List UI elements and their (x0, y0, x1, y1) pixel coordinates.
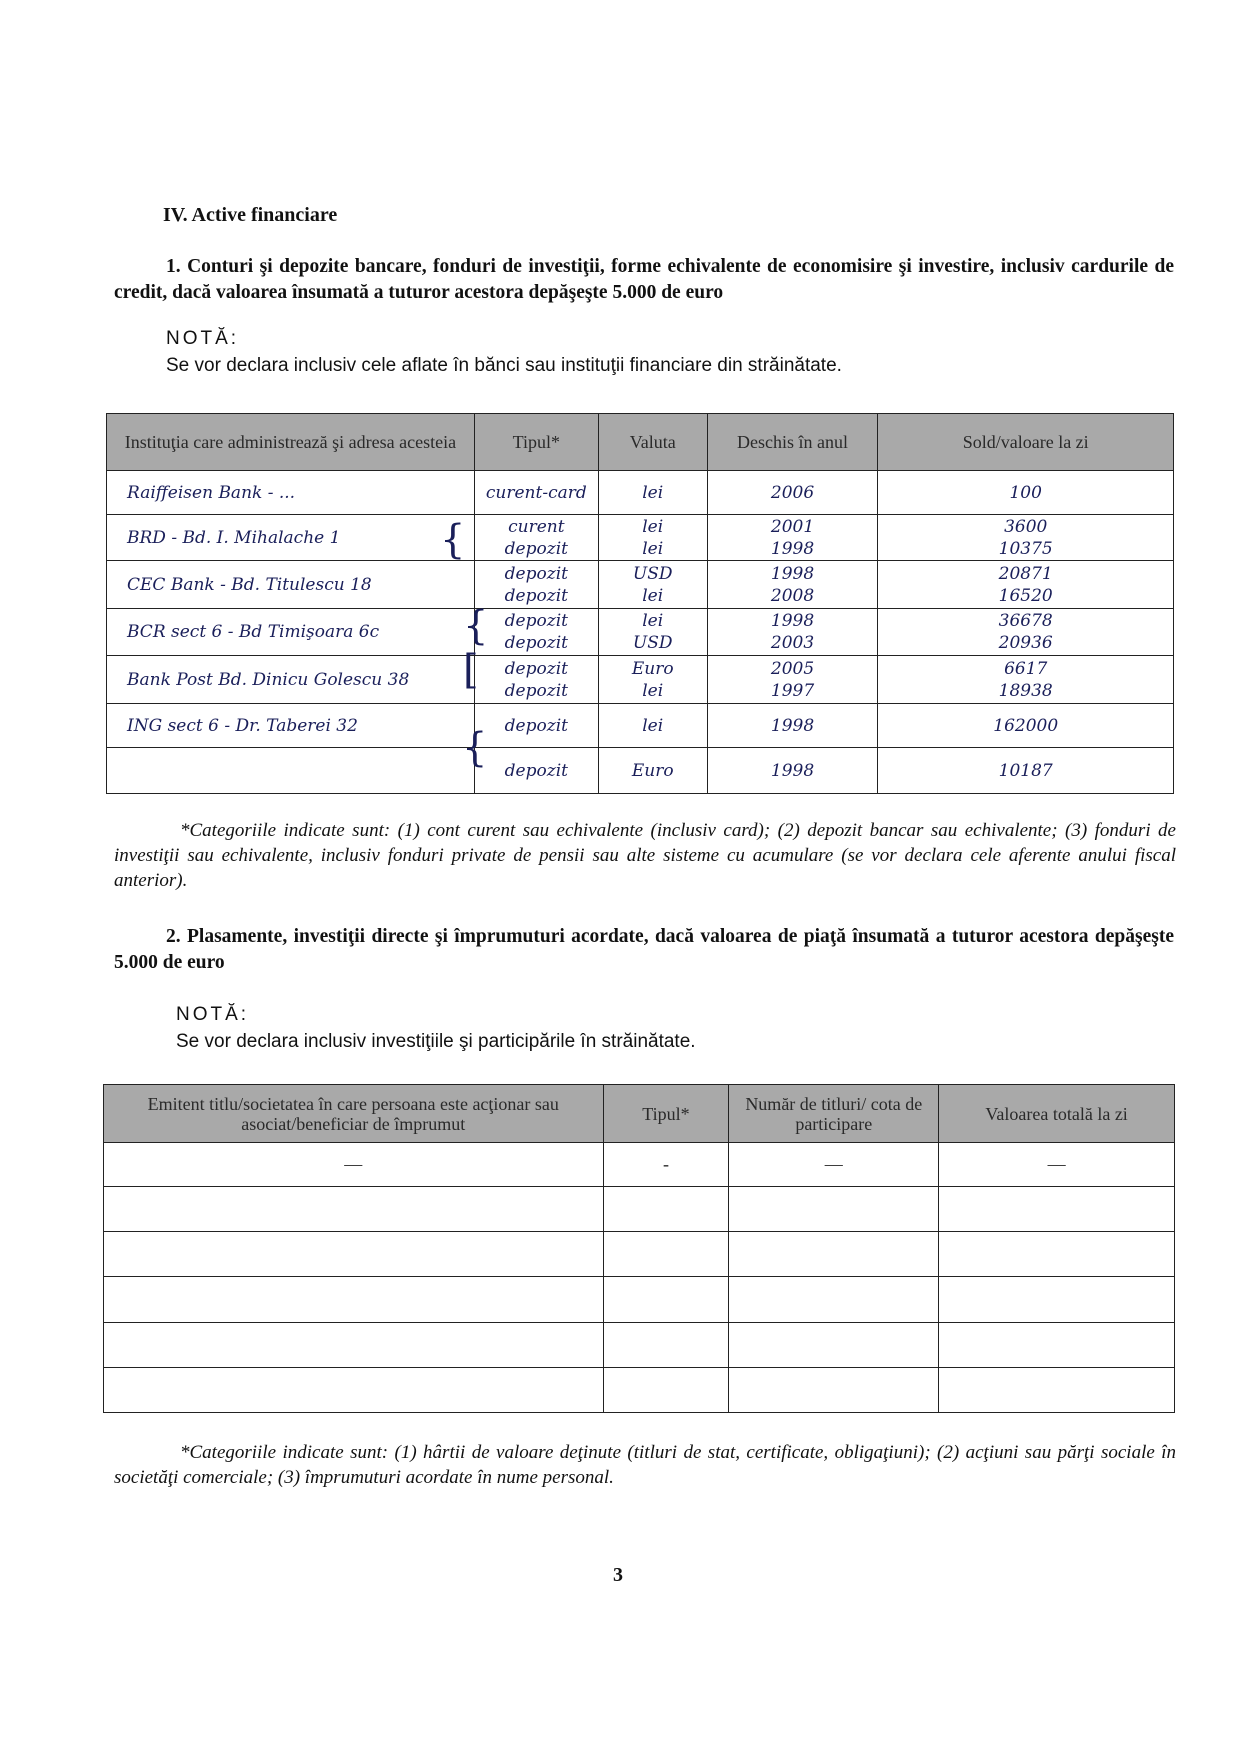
column-header: Valoarea totală la zi (939, 1085, 1175, 1143)
currency-cell: lei USD (598, 609, 707, 656)
currency-cell: lei (598, 704, 707, 748)
section-title: IV. Active financiare (163, 204, 338, 226)
shares-cell: — (729, 1143, 939, 1187)
handwritten-brace: [ (463, 647, 479, 693)
currency-cell: lei lei (598, 515, 707, 561)
value-cell (939, 1277, 1175, 1323)
value-cell (939, 1187, 1175, 1232)
type-cell: - (603, 1143, 729, 1187)
table-row (107, 748, 1174, 794)
section2-heading: 2. Plasamente, investiţii directe şi împrumuturi acordate, dacă valoarea de piaţă însumată a tuturor acestora depăşeşte 5.000 de euro (114, 926, 1174, 973)
table-header-row (107, 414, 1174, 471)
type-cell (603, 1277, 729, 1323)
balance-cell: 36678 20936 (878, 609, 1174, 656)
value-cell (939, 1323, 1175, 1368)
shares-cell (729, 1323, 939, 1368)
year-cell: 1998 2003 (707, 609, 878, 656)
table-row (104, 1277, 1175, 1323)
section1-nota-text: Se vor declara inclusiv cele aflate în bănci sau instituţii financiare din străinătate. (166, 355, 842, 376)
shares-cell (729, 1187, 939, 1232)
column-header: Valuta (598, 414, 707, 471)
institution-cell: BRD - Bd. I. Mihalache 1 (107, 515, 475, 561)
section2-nota-label: NOTĂ: (176, 1004, 250, 1025)
type-cell (603, 1323, 729, 1368)
table-row (107, 656, 1174, 704)
section1-heading: 1. Conturi şi depozite bancare, fonduri de investiţii, forme echivalente de economisire şi investire, inclusiv cardurile de credit, dacă valoarea însumată a tuturor acestora depăşeşte 5.000 de euro (114, 256, 1174, 303)
section1-nota-label: NOTĂ: (166, 328, 240, 349)
table-row (107, 515, 1174, 561)
shares-cell (729, 1277, 939, 1323)
year-cell: 1998 2008 (707, 561, 878, 609)
balance-cell: 100 (878, 471, 1174, 515)
section2-nota-text: Se vor declara inclusiv investiţiile şi participările în străinătate. (176, 1031, 696, 1052)
shares-cell (729, 1368, 939, 1413)
column-header: Număr de titluri/ cota de participare (729, 1085, 939, 1143)
issuer-cell (104, 1368, 604, 1413)
handwritten-brace: { (462, 725, 488, 771)
year-cell: 2006 (707, 471, 878, 515)
currency-cell: USD lei (598, 561, 707, 609)
table-row (104, 1187, 1175, 1232)
type-cell: curent-card (474, 471, 598, 515)
column-header: Deschis în anul (707, 414, 878, 471)
balance-cell: 10187 (878, 748, 1174, 794)
value-cell (939, 1232, 1175, 1277)
balance-cell: 3600 10375 (878, 515, 1174, 561)
column-header: Instituţia care administrează şi adresa acesteia (107, 414, 475, 471)
table-row (107, 609, 1174, 656)
handwritten-brace: { (440, 517, 466, 563)
balance-cell: 20871 16520 (878, 561, 1174, 609)
issuer-cell (104, 1232, 604, 1277)
handwritten-brace: { (463, 603, 489, 649)
issuer-cell (104, 1187, 604, 1232)
type-cell: depozit depozit (474, 656, 598, 704)
investments-table (103, 1084, 1175, 1413)
issuer-cell (104, 1277, 604, 1323)
currency-cell: lei (598, 471, 707, 515)
value-cell: — (939, 1143, 1175, 1187)
section2-footnote: *Categoriile indicate sunt: (1) hârtii de valoare deţinute (titluri de stat, certificate, obligaţiuni); (2) acţiuni sau părţi sociale în societăţi comerciale; (3) împrumuturi acordate în nume personal. (114, 1442, 1176, 1488)
table-row (107, 471, 1174, 515)
balance-cell: 162000 (878, 704, 1174, 748)
column-header: Sold/valoare la zi (878, 414, 1174, 471)
year-cell: 1998 (707, 704, 878, 748)
shares-cell (729, 1232, 939, 1277)
type-cell: curent depozit (474, 515, 598, 561)
table-row (107, 704, 1174, 748)
institution-cell: BCR sect 6 - Bd Timişoara 6c (107, 609, 475, 656)
column-header: Tipul* (474, 414, 598, 471)
table-row (104, 1232, 1175, 1277)
institution-cell: Bank Post Bd. Dinicu Golescu 38 (107, 656, 475, 704)
page-number: 3 (613, 1564, 623, 1586)
type-cell: depozit (474, 748, 598, 794)
section1-footnote: *Categoriile indicate sunt: (1) cont curent sau echivalente (inclusiv card); (2) depozit bancar sau echivalente; (3) fonduri de investiţii sau echivalente, inclusiv fonduri private de pensii sau alte sisteme cu acumulare (se vor declara cele aferente anului fiscal anterior). (114, 820, 1176, 891)
balance-cell: 6617 18938 (878, 656, 1174, 704)
bank-accounts-table (106, 413, 1174, 794)
type-cell: depozit depozit (474, 561, 598, 609)
type-cell (603, 1368, 729, 1413)
issuer-cell: — (104, 1143, 604, 1187)
issuer-cell (104, 1323, 604, 1368)
currency-cell: Euro lei (598, 656, 707, 704)
table-row (107, 561, 1174, 609)
institution-cell: Raiffeisen Bank - ... (107, 471, 475, 515)
column-header: Emitent titlu/societatea în care persoana este acţionar sau asociat/beneficiar de împrumut (104, 1085, 604, 1143)
type-cell (603, 1187, 729, 1232)
type-cell: depozit depozit (474, 609, 598, 656)
year-cell: 1998 (707, 748, 878, 794)
table-row (104, 1143, 1175, 1187)
table-row (104, 1323, 1175, 1368)
institution-cell (107, 748, 475, 794)
column-header: Tipul* (603, 1085, 729, 1143)
institution-cell: CEC Bank - Bd. Titulescu 18 (107, 561, 475, 609)
institution-cell: ING sect 6 - Dr. Taberei 32 (107, 704, 475, 748)
table-header-row (104, 1085, 1175, 1143)
currency-cell: Euro (598, 748, 707, 794)
year-cell: 2005 1997 (707, 656, 878, 704)
value-cell (939, 1368, 1175, 1413)
type-cell (603, 1232, 729, 1277)
type-cell: depozit (474, 704, 598, 748)
table-row (104, 1368, 1175, 1413)
year-cell: 2001 1998 (707, 515, 878, 561)
